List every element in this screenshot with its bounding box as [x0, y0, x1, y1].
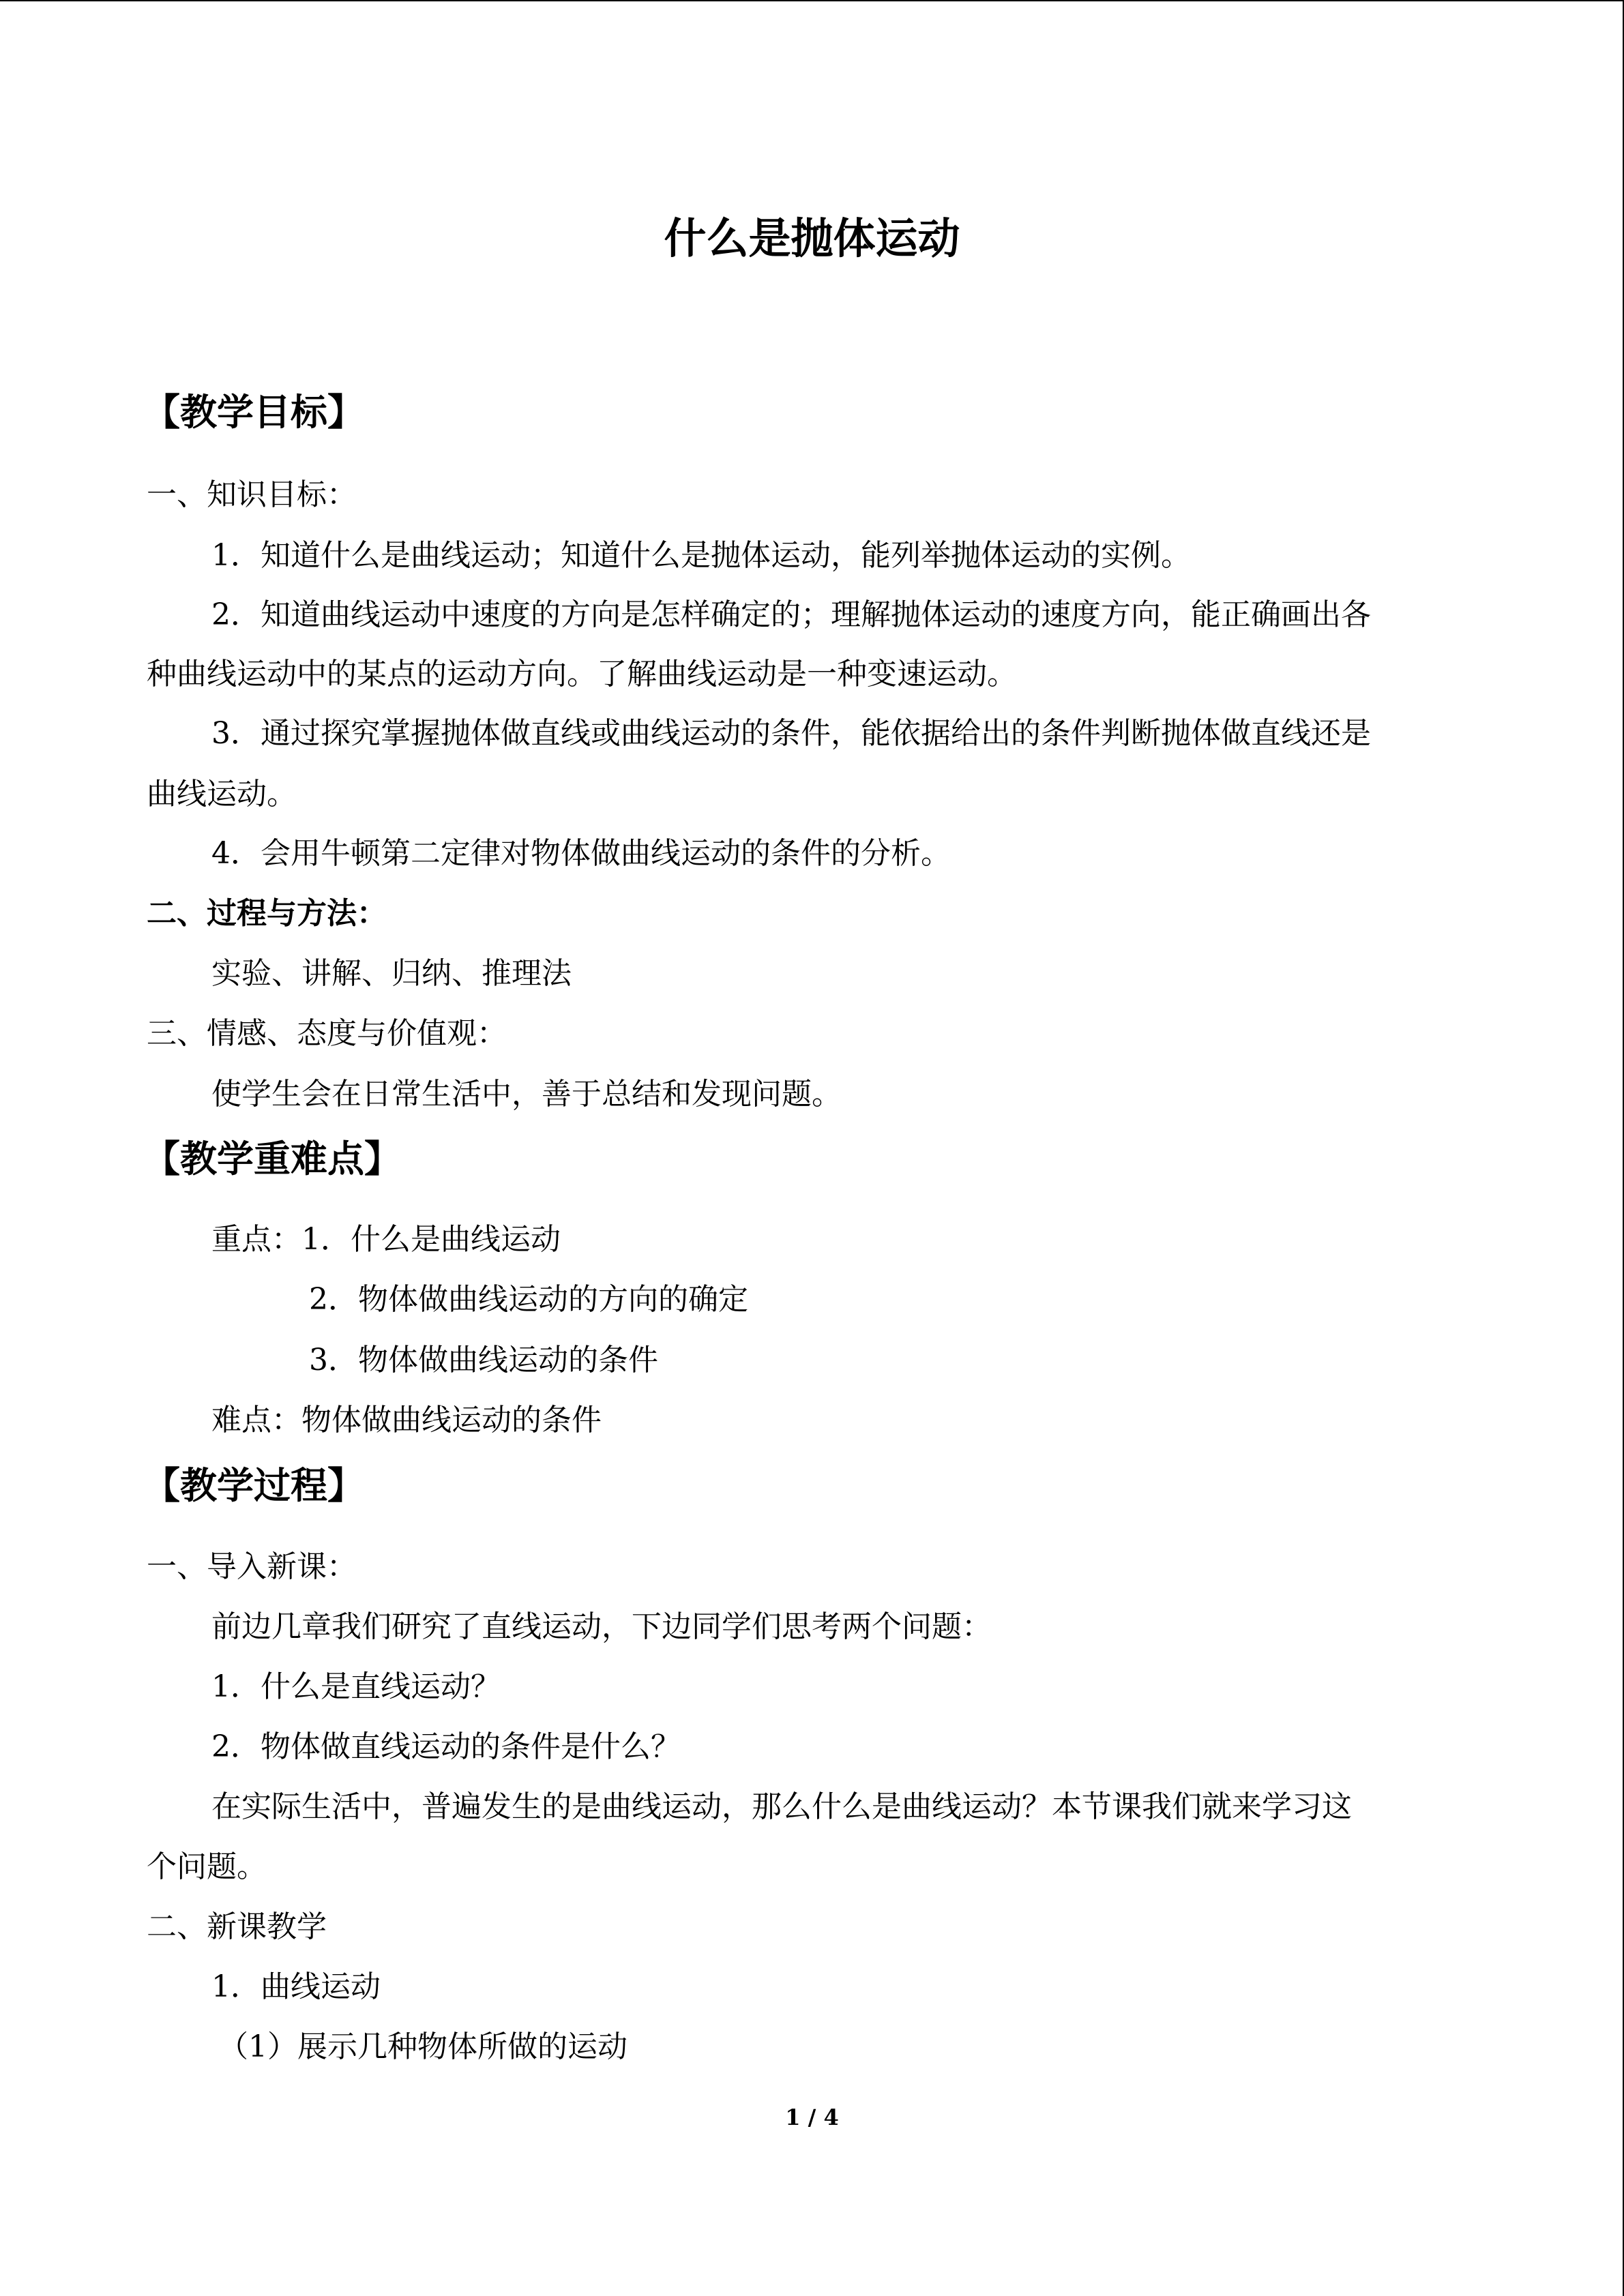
objective-item: 1．知道什么是曲线运动；知道什么是抛体运动，能列举抛体运动的实例。 [211, 538, 1191, 573]
objective-item: 2．知道曲线运动中速度的方向是怎样确定的；理解抛体运动的速度方向，能正确画出各 [211, 597, 1371, 632]
lesson-subitem: （1）展示几种物体所做的运动 [218, 2029, 628, 2064]
paragraph-text: 在实际生活中，普遍发生的是曲线运动，那么什么是曲线运动？本节课我们就来学习这 [211, 1789, 1352, 1824]
attitude-heading: 三、情感、态度与价值观： [147, 1016, 507, 1051]
attitude-text: 使学生会在日常生活中，善于总结和发现问题。 [211, 1077, 842, 1112]
objective-item-continuation: 曲线运动。 [147, 777, 297, 811]
new-lesson-heading: 二、新课教学 [147, 1909, 327, 1944]
difficult-point: 难点：物体做曲线运动的条件 [211, 1403, 602, 1437]
key-point: 重点：1．什么是曲线运动 [211, 1222, 561, 1257]
process-method-text: 实验、讲解、归纳、推理法 [211, 956, 572, 991]
process-method-heading: 二、过程与方法： [147, 896, 387, 931]
intro-text: 前边几章我们研究了直线运动，下边同学们思考两个问题： [211, 1609, 992, 1644]
page-number: 1 / 4 [785, 2104, 839, 2130]
document-title: 什么是抛体运动 [664, 213, 960, 263]
objective-item-continuation: 种曲线运动中的某点的运动方向。了解曲线运动是一种变速运动。 [147, 657, 1017, 691]
objective-item: 3．通过探究掌握抛体做直线或曲线运动的条件，能依据给出的条件判断抛体做直线还是 [211, 716, 1371, 751]
question-item: 1．什么是直线运动？ [211, 1669, 501, 1704]
objective-item: 4．会用牛顿第二定律对物体做曲线运动的条件的分析。 [211, 836, 951, 871]
question-item: 2．物体做直线运动的条件是什么？ [211, 1729, 681, 1764]
lesson-item: 1．曲线运动 [211, 1969, 381, 2004]
intro-heading: 一、导入新课： [147, 1549, 357, 1584]
section-heading-process: 【教学过程】 [143, 1464, 364, 1507]
knowledge-heading: 一、知识目标： [147, 477, 357, 512]
section-heading-objectives: 【教学目标】 [143, 391, 364, 434]
section-heading-difficulties: 【教学重难点】 [143, 1137, 401, 1180]
paragraph-continuation: 个问题。 [147, 1849, 267, 1884]
key-point: 3．物体做曲线运动的条件 [309, 1343, 658, 1377]
key-point: 2．物体做曲线运动的方向的确定 [309, 1282, 748, 1317]
